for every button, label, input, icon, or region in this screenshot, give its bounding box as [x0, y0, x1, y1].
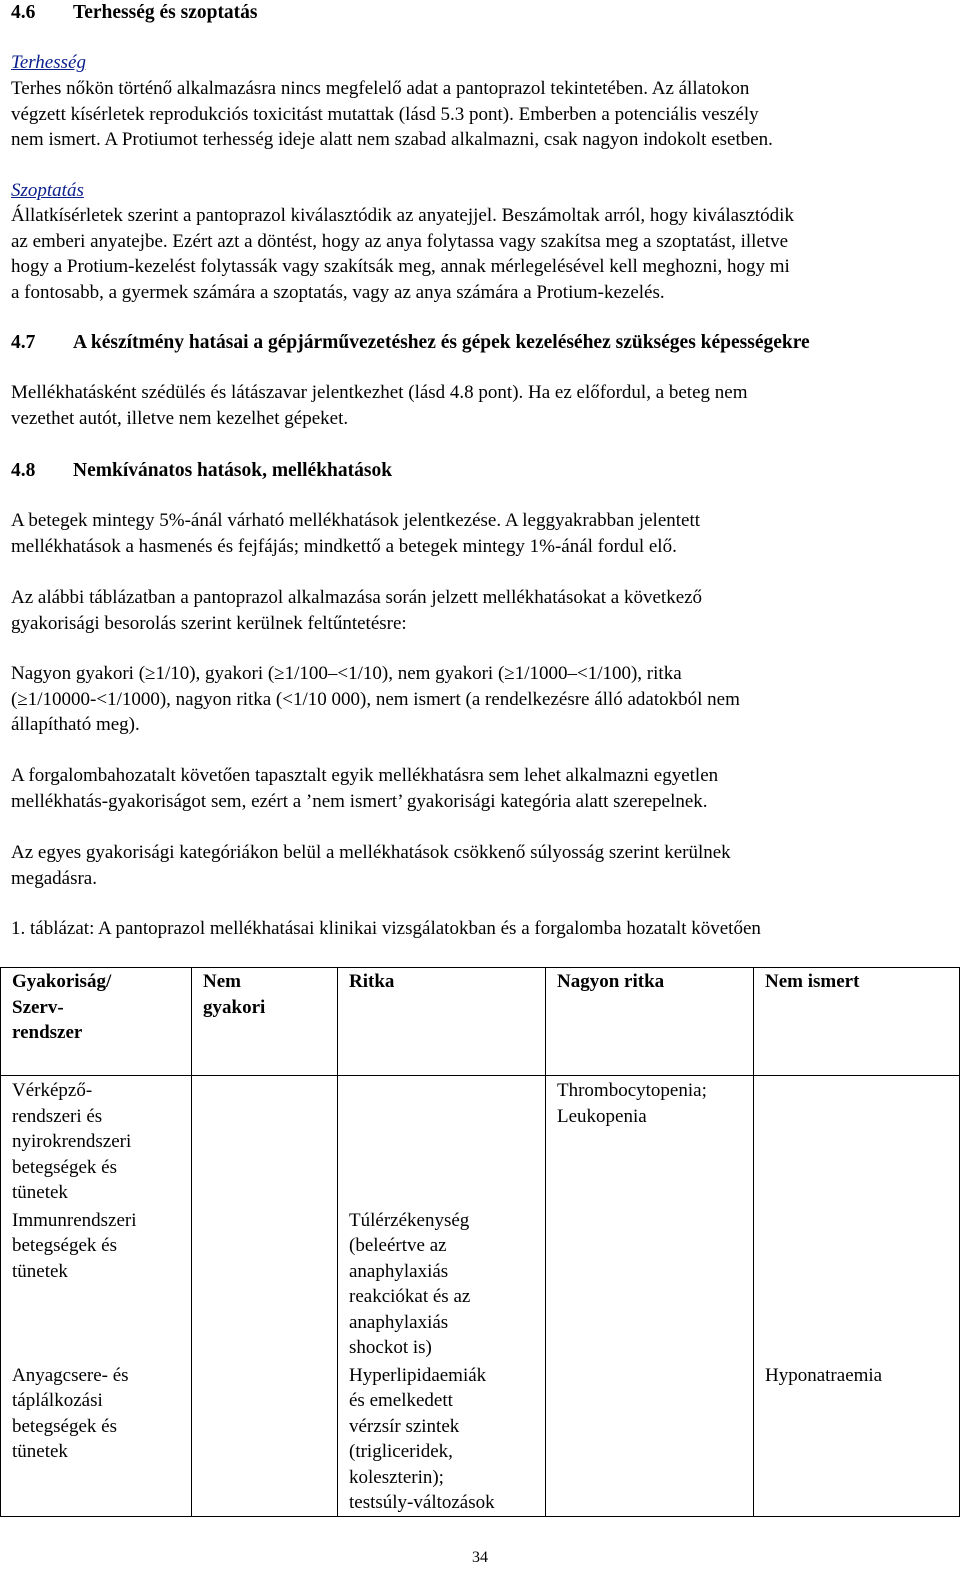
header-rare [338, 968, 546, 1076]
text-line: a fontosabb, a gyermek számára a szoptatás, vagy az anya számára a Protium-kezelés. [11, 281, 665, 303]
cell-line: Túlérzékenység [349, 1209, 470, 1231]
cell-rare [338, 1361, 546, 1517]
cell-organ-system [1, 1076, 192, 1206]
cell-not-known [754, 1076, 960, 1206]
text-line: mellékhatások a hasmenés és fejfájás; mindkettő a betegek mintegy 1%-ánál fordul elő. [11, 535, 677, 557]
text-line: nem ismert. A Protiumot terhesség ideje alatt nem szabad alkalmazni, csak nagyon indokolt esetben. [11, 129, 773, 150]
cell-line: Ritka [349, 971, 395, 992]
cell-line: vérzsír szintek [349, 1415, 460, 1437]
cell-very-rare [546, 1206, 754, 1361]
cell-rare [338, 1206, 546, 1361]
cell-line: (trigliceridek, [349, 1441, 453, 1462]
cell-line: rendszer [12, 1022, 83, 1043]
text-line: állapítható meg). [11, 714, 140, 735]
table-row [1, 1206, 960, 1361]
cell-line: Nem [203, 971, 241, 992]
section-4-8-heading [11, 458, 392, 484]
text-line: A forgalombahozatalt követően tapasztalt egyik mellékhatásra sem lehet alkalmazni egyetlen [11, 765, 719, 786]
text-line: A betegek mintegy 5%-ánál várható mellékhatások jelentkezése. A leggyakrabban jelentett [11, 510, 701, 531]
severity-paragraph [11, 840, 956, 891]
cell-line: reakciókat és az [349, 1286, 471, 1307]
adverse-reactions-table [0, 967, 960, 1517]
pregnancy-subheading [11, 50, 956, 76]
cell-line: Immunrendszeri [12, 1209, 137, 1231]
text-line: Az egyes gyakorisági kategóriákon belül a mellékhatások csökkenő súlyosság szerint kerülnek [11, 842, 731, 863]
text-line: Mellékhatásként szédülés és látászavar jelentkezhet (lásd 4.8 pont). Ha ez előfordul, a beteg nem [11, 382, 748, 403]
table-intro-paragraph [11, 585, 956, 636]
cell-line: Szerv- [12, 996, 64, 1018]
cell-line: tünetek [12, 1441, 68, 1462]
cell-line: koleszterin); [349, 1466, 444, 1488]
cell-very-rare [546, 1076, 754, 1206]
cell-line: tünetek [12, 1260, 68, 1282]
text-line: vezethet autót, illetve nem kezelhet gépeket. [11, 407, 349, 429]
cell-line: Hyponatraemia [765, 1364, 883, 1386]
header-not-known [754, 968, 960, 1076]
section-4-6-heading [11, 0, 258, 26]
section-number: 4.8 [11, 460, 36, 481]
cell-uncommon [192, 1361, 338, 1517]
section-4-7-heading [11, 330, 810, 356]
cell-line: anaphylaxiás [349, 1311, 449, 1333]
cell-line: betegségek és [12, 1415, 117, 1437]
cell-line: Anyagcsere- és [12, 1364, 129, 1386]
cell-rare [338, 1076, 546, 1206]
cell-not-known [754, 1361, 960, 1517]
cell-line: és emelkedett [349, 1390, 453, 1411]
text-line: megadásra. [11, 867, 97, 889]
cell-line: Vérképző- [12, 1080, 93, 1101]
cell-line: Hyperlipidaemiák [349, 1364, 487, 1386]
caption-text: 1. táblázat: A pantoprazol mellékhatásai klinikai vizsgálatokban és a forgalomba hozatalt követően [11, 918, 761, 939]
header-very-rare [546, 968, 754, 1076]
cell-line: shockot is) [349, 1337, 432, 1358]
cell-very-rare [546, 1361, 754, 1517]
frequency-paragraph [11, 661, 956, 738]
cell-line: betegségek és [12, 1235, 117, 1256]
header-organ-system [1, 968, 192, 1076]
text-line: Az alábbi táblázatban a pantoprazol alkalmazása során jelzett mellékhatásokat a következő [11, 587, 703, 608]
breastfeeding-paragraph [11, 203, 956, 305]
text-line: hogy a Protium-kezelést folytassák vagy szakítsák meg, annak mérlegelésével kell meghozni, hogy mi [11, 256, 790, 277]
table-header-row [1, 968, 960, 1076]
section-title: A készítmény hatásai a gépjárművezetéshez és gépek kezeléséhez szükséges képességekre [73, 332, 810, 353]
section-title: Nemkívánatos hatások, mellékhatások [73, 460, 393, 481]
cell-line: Nagyon ritka [557, 971, 665, 992]
text-line: (≥1/10000-<1/1000), nagyon ritka (<1/10 000), nem ismert (a rendelkezésre álló adatokból nem [11, 688, 740, 710]
cell-line: anaphylaxiás [349, 1260, 449, 1282]
subheading-text: Terhesség [11, 52, 86, 73]
page-number: 34 [472, 1549, 488, 1566]
text-line: Terhes nőkön történő alkalmazásra nincs megfelelő adat a pantoprazol tekintetében. Az állatokon [11, 78, 750, 99]
text-line: Állatkísérletek szerint a pantoprazol kiválasztódik az anyatejjel. Beszámoltak arról, hogy kiválasztódik [11, 205, 794, 226]
section-title: Terhesség és szoptatás [73, 2, 258, 23]
text-line: gyakorisági besorolás szerint kerülnek feltűntetésre: [11, 612, 407, 634]
cell-line: táplálkozási [12, 1390, 103, 1411]
cell-line: nyirokrendszeri [12, 1131, 132, 1152]
section-number: 4.7 [11, 332, 36, 353]
cell-line: (beleértve az [349, 1235, 447, 1256]
ae-intro-paragraph [11, 508, 956, 559]
cell-uncommon [192, 1206, 338, 1361]
text-line: Nagyon gyakori (≥1/10), gyakori (≥1/100–<1/10), nem gyakori (≥1/1000–<1/100), ritka [11, 663, 682, 684]
cell-organ-system [1, 1206, 192, 1361]
section-number: 4.6 [11, 2, 36, 23]
cell-line: testsúly-változások [349, 1492, 495, 1513]
cell-uncommon [192, 1076, 338, 1206]
table-row [1, 1361, 960, 1517]
header-uncommon [192, 968, 338, 1076]
cell-line: betegségek és [12, 1156, 117, 1178]
text-line: az emberi anyatejbe. Ezért azt a döntést, hogy az anya folytassa vagy szakítsa meg a szoptatást, illetve [11, 230, 789, 252]
breastfeeding-subheading [11, 178, 956, 204]
cell-line: Nem ismert [765, 971, 860, 992]
cell-line: tünetek [12, 1182, 68, 1203]
table-caption [11, 916, 956, 942]
table-row [1, 1076, 960, 1206]
cell-line: Thrombocytopenia; [557, 1080, 707, 1101]
cell-line: rendszeri és [12, 1105, 103, 1127]
cell-not-known [754, 1206, 960, 1361]
cell-line: Gyakoriság/ [12, 971, 112, 992]
text-line: mellékhatás-gyakoriságot sem, ezért a ’nem ismert’ gyakorisági kategória alatt szerepelnek. [11, 790, 708, 812]
cell-line: Leukopenia [557, 1105, 647, 1127]
pregnancy-paragraph [11, 76, 956, 153]
driving-paragraph [11, 380, 956, 431]
cell-line: gyakori [203, 996, 266, 1018]
text-line: végzett kísérletek reprodukciós toxicitást mutattak (lásd 5.3 pont). Emberben a potenciális veszély [11, 103, 759, 125]
cell-organ-system [1, 1361, 192, 1517]
postmarketing-paragraph [11, 763, 956, 814]
subheading-text: Szoptatás [11, 180, 84, 201]
